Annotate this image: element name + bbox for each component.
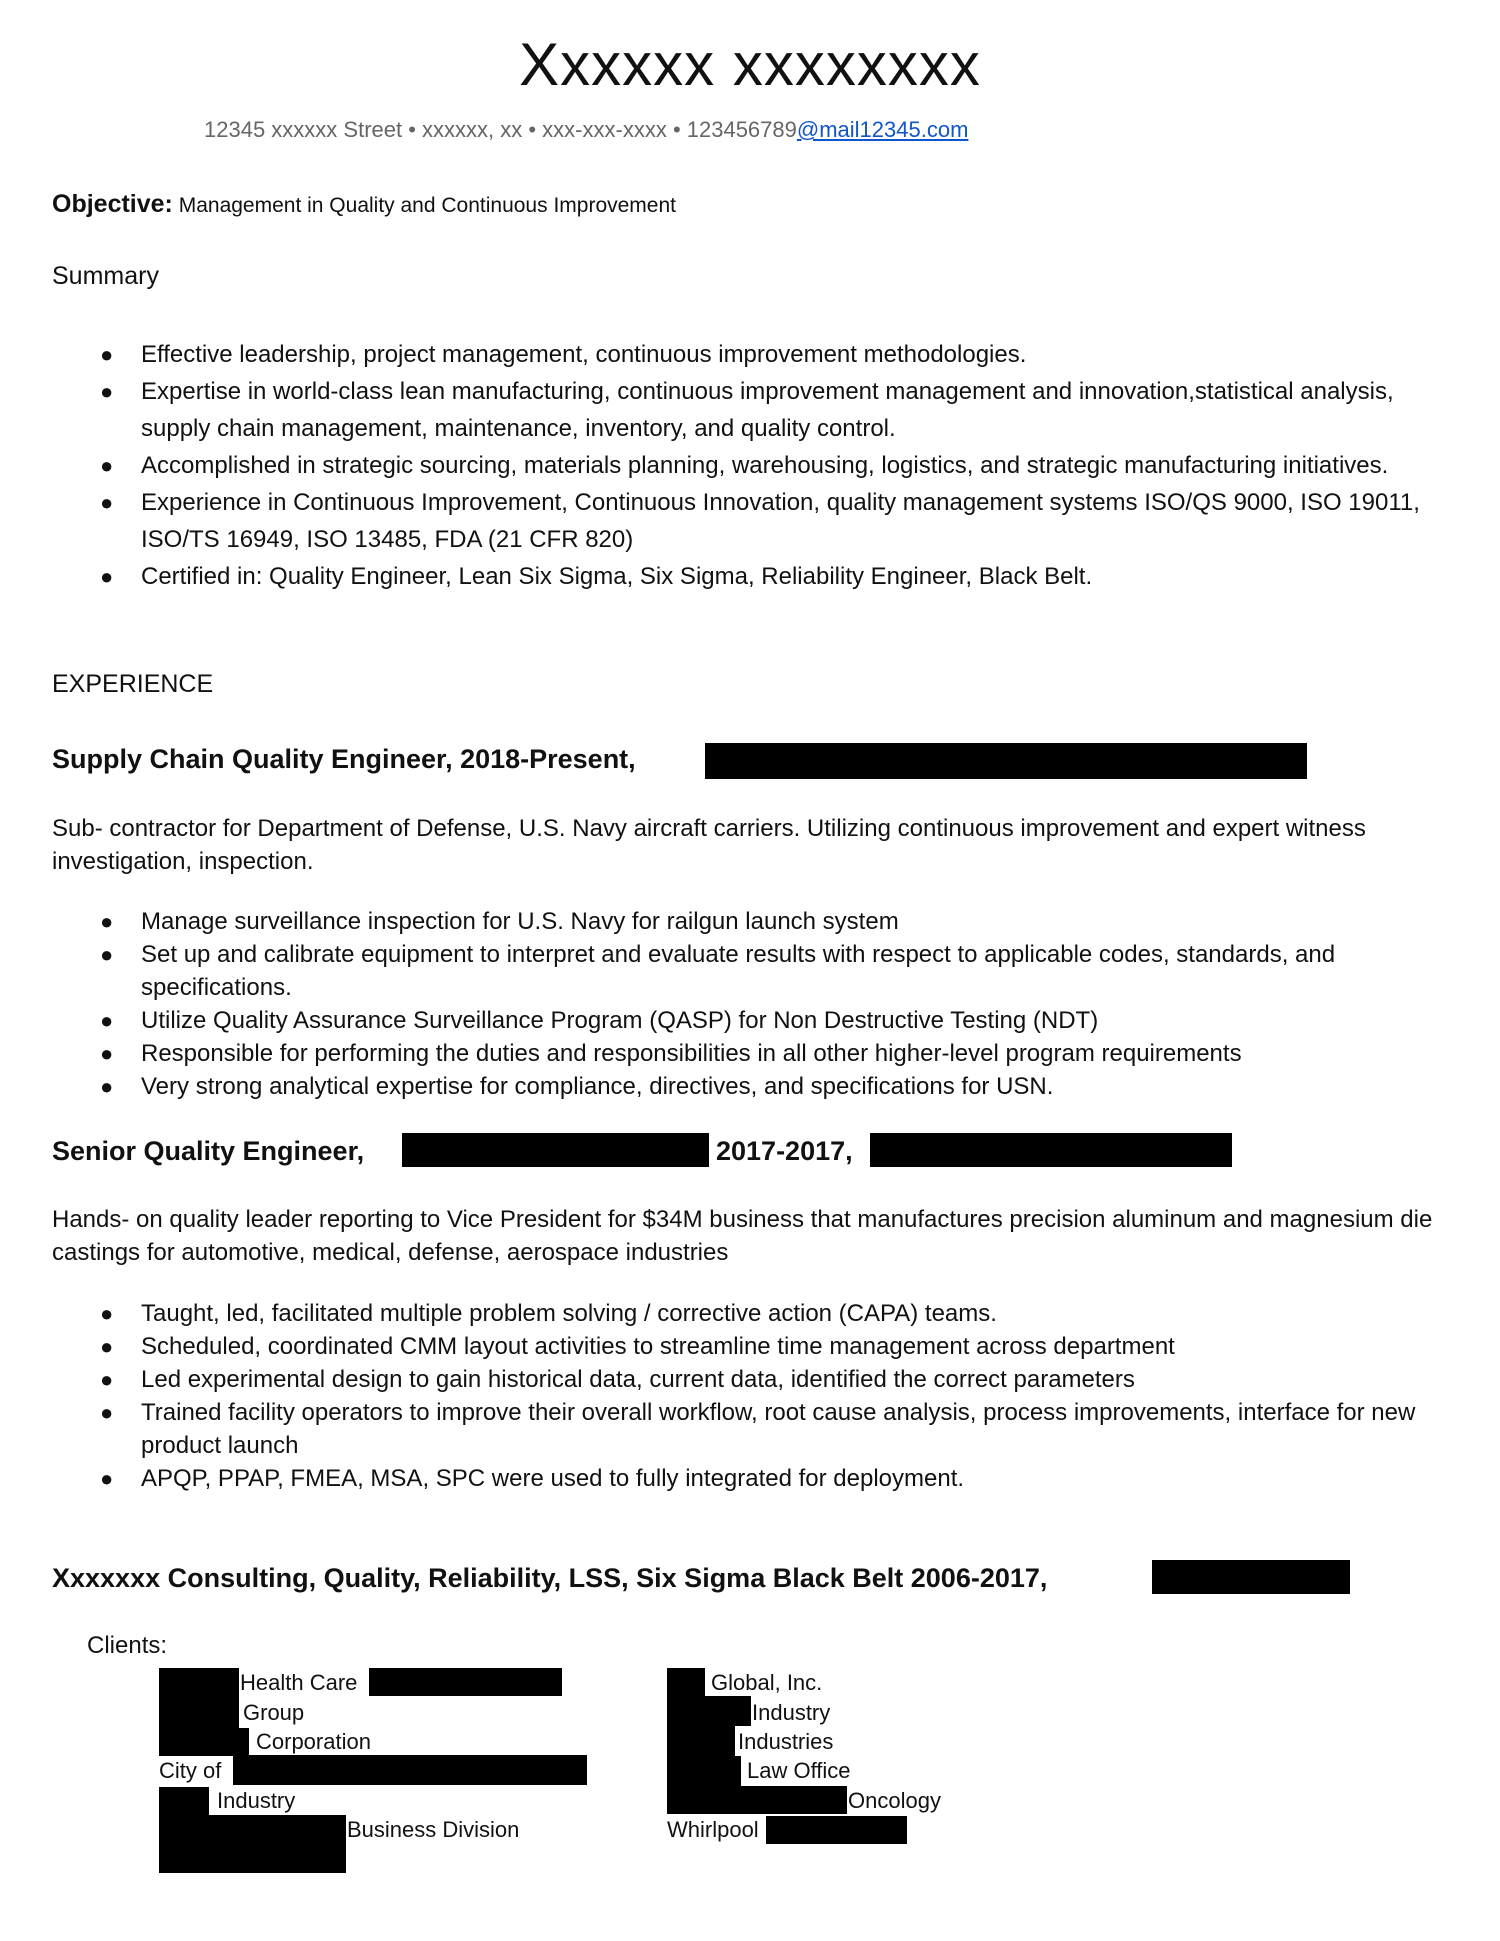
objective (52, 190, 676, 219)
redaction-block (667, 1696, 751, 1726)
job-title-3: Xxxxxxx Consulting, Quality, Reliability, LSS, Six Sigma Black Belt 2006-2017, (52, 1563, 1048, 1593)
client-right-6: Whirlpool (667, 1817, 759, 1842)
redaction-block (369, 1668, 562, 1696)
client-left-5: Industry (217, 1788, 296, 1813)
bullet-icon: ● (100, 1074, 114, 1099)
redaction-block (766, 1816, 907, 1844)
bullet-icon: ● (100, 909, 114, 934)
redaction-block (233, 1755, 587, 1785)
bullet-icon: ● (100, 1466, 114, 1491)
job-description-1: Sub- contractor for Department of Defense, U.S. Navy aircraft carriers. Utilizing continuous improvement and expert witness investigation, inspection. (52, 815, 1366, 875)
redaction-block (667, 1756, 741, 1786)
list-item: ● Certified in: Quality Engineer, Lean Six Sigma, Six Sigma, Reliability Engineer, Black Belt. (52, 558, 1452, 595)
contact-address: 12345 xxxxxx Street • xxxxxx, xx • xxx-xxx-xxxx • 123456789 (204, 117, 797, 142)
list-item: ● Effective leadership, project management, continuous improvement methodologies. (52, 336, 1452, 373)
objective-text: Management in Quality and Continuous Improvement (178, 194, 676, 217)
summary-heading: Summary (52, 262, 159, 290)
list-item: ● Accomplished in strategic sourcing, materials planning, warehousing, logistics, and strategic manufacturing initiatives. (52, 447, 1452, 484)
list-item: ● Taught, led, facilitated multiple problem solving / corrective action (CAPA) teams. (52, 1297, 1452, 1330)
job-title-1: Supply Chain Quality Engineer, 2018-Present, (52, 744, 636, 774)
list-item: ● Expertise in world-class lean manufacturing, continuous improvement management and innovation,statistical analysis, supply chain management, maintenance, inventory, and quality control. (52, 373, 1452, 447)
contact-line (204, 117, 968, 143)
clients-label: Clients: (87, 1632, 168, 1659)
job-title-2b: 2017-2017, (716, 1136, 853, 1166)
list-item: ● Utilize Quality Assurance Surveillance Program (QASP) for Non Destructive Testing (NDT) (52, 1004, 1452, 1037)
list-item: ● Very strong analytical expertise for compliance, directives, and specifications for USN. (52, 1070, 1452, 1103)
bullet-icon: ● (100, 1367, 114, 1392)
redaction-block (159, 1728, 249, 1756)
client-left-2: Group (243, 1700, 305, 1725)
bullet-icon: ● (100, 1400, 114, 1425)
candidate-name: Xxxxxx xxxxxxxx (519, 31, 981, 98)
client-left-4: City of (159, 1758, 222, 1783)
bullet-icon: ● (100, 1041, 114, 1066)
experience-heading: EXPERIENCE (52, 670, 214, 698)
client-right-1: Global, Inc. (711, 1670, 823, 1695)
list-item: ● Experience in Continuous Improvement, Continuous Innovation, quality management systems ISO/QS 9000, ISO 19011, ISO/TS 16949, ISO 13485, FDA (21 CFR 820) (52, 484, 1452, 558)
client-left-6: Business Division (347, 1817, 520, 1842)
list-item: ● Set up and calibrate equipment to interpret and evaluate results with respect to applicable codes, standards, and specifications. (52, 938, 1452, 1004)
client-right-2: Industry (752, 1700, 831, 1725)
bullet-icon: ● (100, 1301, 114, 1326)
list-item: ● Manage surveillance inspection for U.S. Navy for railgun launch system (52, 905, 1452, 938)
client-right-3: Industries (738, 1729, 834, 1754)
redaction-block (1152, 1560, 1350, 1594)
redaction-block (159, 1815, 346, 1873)
list-item: ● Responsible for performing the duties and responsibilities in all other higher-level program requirements (52, 1037, 1452, 1070)
redaction-block (159, 1787, 209, 1815)
redaction-block (667, 1726, 735, 1756)
client-right-4: Law Office (747, 1758, 851, 1783)
redaction-block (667, 1786, 847, 1814)
bullet-icon: ● (100, 1008, 114, 1033)
list-item: ● Trained facility operators to improve their overall workflow, root cause analysis, process improvements, interface for new product launch (52, 1396, 1452, 1462)
list-item: ● Led experimental design to gain historical data, current data, identified the correct parameters (52, 1363, 1452, 1396)
client-left-1: Health Care (240, 1670, 358, 1695)
client-left-3: Corporation (256, 1729, 371, 1754)
list-item: ● APQP, PPAP, FMEA, MSA, SPC were used to fully integrated for deployment. (52, 1462, 1452, 1495)
job-1-bullets (52, 905, 1452, 1103)
bullet-icon: ● (100, 379, 114, 404)
client-right-5: Oncology (848, 1788, 941, 1813)
objective-label: Objective: (52, 190, 173, 218)
summary-list (52, 336, 1452, 595)
bullet-icon: ● (100, 342, 114, 367)
list-item: ● Scheduled, coordinated CMM layout activities to streamline time management across department (52, 1330, 1452, 1363)
job-description-2: Hands- on quality leader reporting to Vice President for $34M business that manufactures precision aluminum and magnesium die castings for automotive, medical, defense, aerospace industries (52, 1206, 1433, 1266)
bullet-icon: ● (100, 490, 114, 515)
bullet-icon: ● (100, 564, 114, 589)
redaction-block (870, 1133, 1232, 1167)
bullet-icon: ● (100, 942, 114, 967)
job-2-bullets (52, 1297, 1452, 1495)
bullet-icon: ● (100, 1334, 114, 1359)
email-link[interactable]: @mail12345.com (796, 117, 969, 142)
redaction-block (402, 1133, 709, 1167)
job-title-2a: Senior Quality Engineer, (52, 1136, 365, 1166)
redaction-block (705, 743, 1307, 779)
bullet-icon: ● (100, 453, 114, 478)
